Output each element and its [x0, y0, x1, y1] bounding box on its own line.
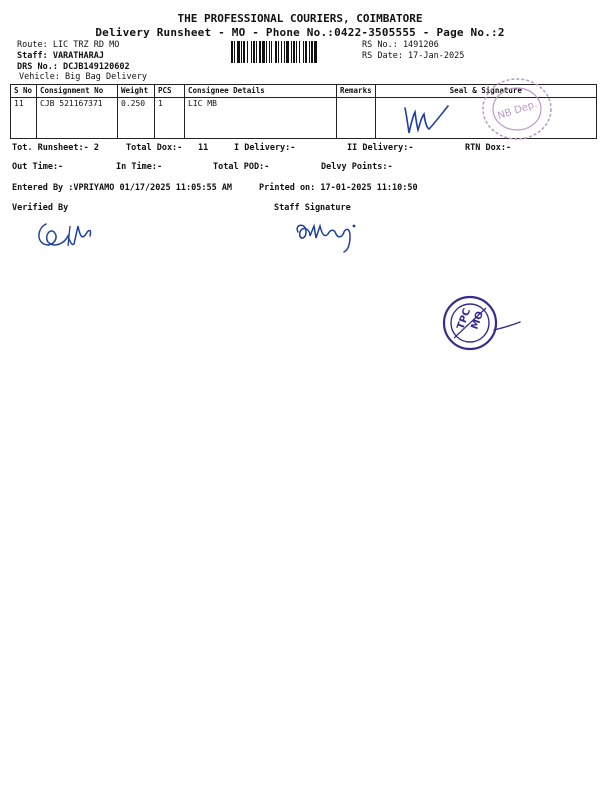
stamp-tpc-text: TPC — [455, 307, 474, 332]
barcode-bar — [259, 41, 261, 63]
vehicle-label: Vehicle: Big Bag Delivery — [19, 72, 147, 82]
table-cell: LIC MB — [185, 98, 337, 139]
barcode-bar — [256, 41, 257, 63]
barcode-bar — [311, 41, 313, 63]
stamp-mo-text: MO — [469, 309, 487, 332]
total-runsheet: Tot. Runsheet:- 2 — [12, 143, 99, 153]
barcode-bar — [299, 41, 300, 63]
column-header: Seal & Signature — [375, 85, 596, 98]
tpc-mo-stamp — [440, 294, 526, 352]
barcode-bar — [286, 41, 289, 63]
barcode-bar — [278, 41, 279, 63]
barcode-bar — [253, 41, 255, 63]
delivery-points: Delvy Points:- — [321, 162, 393, 172]
barcode-bar — [281, 41, 282, 63]
barcode-bar — [243, 41, 245, 63]
document-title: Delivery Runsheet - MO - Phone No.:0422-3505555 - Page No.:2 — [95, 26, 505, 39]
total-pod: Total POD:- — [213, 162, 270, 172]
barcode-bar — [237, 41, 240, 63]
ii-delivery: II Delivery:- — [347, 143, 414, 153]
table-cell — [337, 98, 376, 139]
total-dox-label: Total Dox:- — [126, 143, 183, 153]
barcode-bar — [247, 41, 248, 63]
drs-number: DRS No.: DCJB149120602 — [17, 62, 130, 72]
column-header: Weight — [118, 85, 155, 98]
barcode-bar — [296, 41, 297, 63]
i-delivery: I Delivery:- — [234, 143, 296, 153]
recipient-signature — [402, 100, 452, 140]
out-time: Out Time:- — [12, 162, 64, 172]
barcode-bar — [275, 41, 277, 63]
department-stamp-text: NB Dep. — [496, 98, 539, 122]
rtn-dox: RTN Dox:- — [465, 143, 512, 153]
barcode-bar — [291, 41, 292, 63]
barcode-bar — [284, 41, 285, 63]
barcode-bar — [314, 41, 317, 63]
barcode-bar — [309, 41, 310, 63]
column-header: Consignee Details — [185, 85, 337, 98]
staff-signature-label: Staff Signature — [274, 203, 351, 213]
barcode-bar — [305, 41, 307, 63]
table-cell: CJB 521167371 — [37, 98, 118, 139]
table-cell: 1 — [155, 98, 185, 139]
department-stamp — [480, 76, 554, 142]
barcode-bar — [293, 41, 295, 63]
barcode-bar — [241, 41, 242, 63]
verifier-signature — [30, 214, 96, 254]
barcode-bar — [271, 41, 272, 63]
barcode-bar — [251, 41, 252, 63]
staff-label: Staff: VARATHARAJ — [17, 51, 104, 61]
staff-signature — [292, 216, 362, 254]
column-header: Remarks — [337, 85, 376, 98]
barcode-bar — [303, 41, 304, 63]
column-header: S No — [11, 85, 37, 98]
total-dox-value: 11 — [198, 143, 209, 153]
rs-number: RS No.: 1491206 — [362, 40, 439, 50]
route-label: Route: LIC TRZ RD MO — [17, 40, 120, 50]
column-header: PCS — [155, 85, 185, 98]
verified-by-label: Verified By — [12, 203, 69, 213]
barcode-bar — [269, 41, 270, 63]
company-name: THE PROFESSIONAL COURIERS, COIMBATORE — [177, 12, 423, 25]
entered-by: Entered By :VPRIYAMO 01/17/2025 11:05:55 AM — [12, 183, 233, 193]
barcode — [230, 41, 356, 63]
barcode-bar — [231, 41, 233, 63]
barcode-bar — [266, 41, 267, 63]
barcode-bar — [262, 41, 265, 63]
table-cell: 0.250 — [118, 98, 155, 139]
printed-on: Printed on: 17-01-2025 11:10:50 — [259, 183, 418, 193]
in-time: In Time:- — [116, 162, 163, 172]
rs-date: RS Date: 17-Jan-2025 — [362, 51, 465, 61]
barcode-bar — [234, 41, 235, 63]
column-header: Consignment No — [37, 85, 118, 98]
table-cell: 11 — [11, 98, 37, 139]
